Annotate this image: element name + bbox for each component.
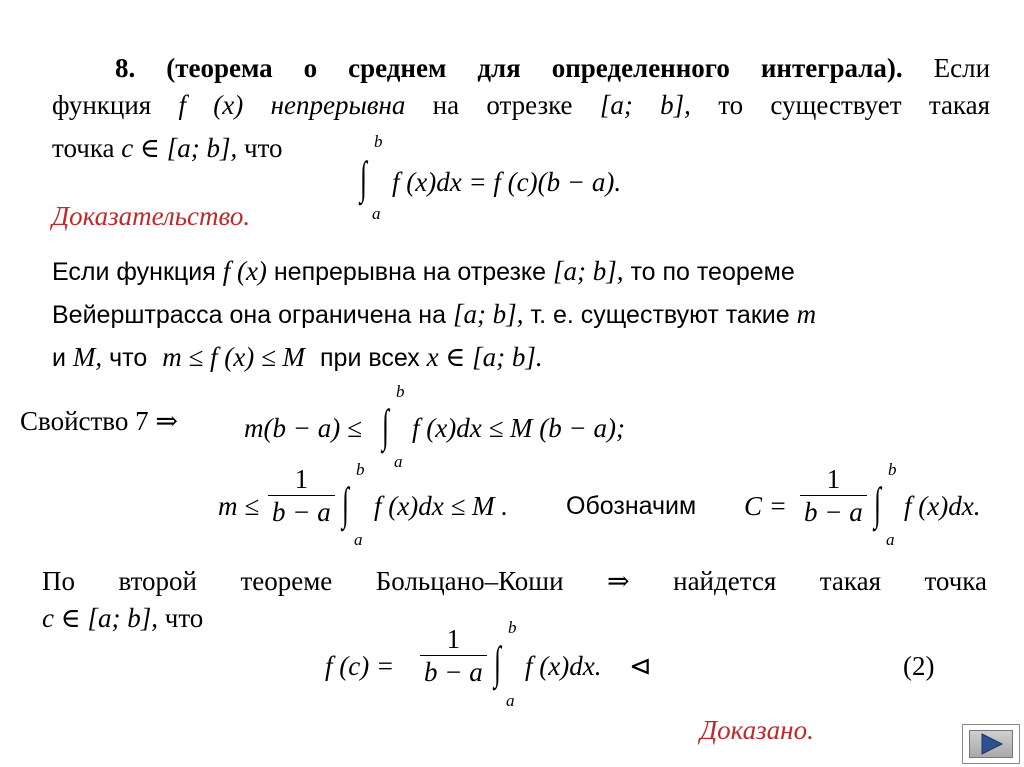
- text-that: что: [244, 133, 283, 163]
- integral-upper-limit: b: [508, 618, 517, 637]
- fraction: [800, 463, 867, 528]
- integral-lower-limit: a: [506, 691, 515, 710]
- final-right: f (x)dx.: [525, 651, 602, 681]
- theorem-formula: [360, 132, 700, 228]
- proof-line-2: [52, 298, 816, 330]
- play-next-icon: [970, 731, 1012, 757]
- math-x-in-segment: x ∈ [a; b].: [426, 342, 543, 372]
- fraction-numerator: 1: [826, 464, 841, 494]
- denote-right: f (x)dx.: [904, 491, 981, 521]
- text-if-function: Если функция: [52, 258, 216, 286]
- next-slide-button-face: [969, 730, 1013, 758]
- final-formula: [325, 618, 685, 713]
- text-exists: то существует такая: [718, 90, 991, 120]
- fraction: [420, 623, 487, 688]
- math-M: M,: [72, 342, 103, 372]
- proved-label: Доказано.: [700, 715, 814, 745]
- proof-label: Доказательство.: [52, 201, 251, 231]
- fraction-numerator: 1: [294, 464, 309, 494]
- text-by-theorem: то по теореме: [630, 258, 795, 286]
- theorem-number: 8.: [115, 53, 136, 83]
- text-point: точка: [52, 133, 115, 163]
- integral-sign: ∫: [360, 152, 367, 203]
- denote-C-eq: C =: [744, 491, 787, 521]
- theorem-line-3: [52, 132, 283, 164]
- mean-right: f (x)dx ≤ M .: [374, 491, 509, 521]
- proof-line-3: [52, 341, 543, 373]
- text-weierstrass: Вейерштрасса она ограничена на: [52, 301, 446, 329]
- math-c-in-segment: c ∈ [a; b],: [42, 603, 158, 633]
- theorem-title: (теорема о среднем для определенного интеграла).: [166, 53, 903, 83]
- integral-lower-limit: a: [354, 530, 363, 549]
- denote-C: [566, 460, 1006, 550]
- text-that: что: [109, 344, 148, 372]
- fraction-denominator: b − a: [800, 495, 867, 528]
- integral-sign: ∫: [494, 637, 501, 688]
- integral-upper-limit: b: [888, 460, 897, 479]
- property-right: f (x)dx ≤ M (b − a);: [412, 413, 625, 443]
- property-formula: [244, 382, 684, 472]
- text-function: функция: [52, 90, 152, 120]
- property-label: Свойство 7 ⇒: [20, 406, 178, 436]
- text-and: и: [52, 344, 66, 372]
- theorem-line-1: [115, 52, 990, 84]
- fraction-numerator: 1: [446, 624, 461, 654]
- fraction-denominator: b − a: [420, 655, 487, 688]
- text-for-all: при всех: [320, 344, 420, 372]
- math-m: m: [796, 299, 817, 329]
- math-bounds-inequality: m ≤ f (x) ≤ M: [162, 342, 306, 372]
- text-on-segment: на отрезке: [432, 90, 573, 120]
- bolzano-line-2: [42, 602, 203, 634]
- theorem-if: Если: [933, 53, 991, 83]
- proof-line-1: [52, 255, 795, 287]
- text-continuous: непрерывна: [270, 90, 406, 120]
- math-segment: [a; b],: [599, 90, 691, 120]
- text-that: что: [164, 603, 204, 633]
- integral-lower-limit: a: [886, 530, 895, 549]
- math-f-of-x: f (x): [222, 256, 267, 286]
- property-left: m(b − a) ≤: [244, 413, 362, 443]
- integral-upper-limit: b: [396, 382, 405, 401]
- math-f-of-x: f (x): [178, 90, 244, 120]
- integral-upper-limit: b: [374, 132, 383, 151]
- integral-upper-limit: b: [356, 460, 365, 479]
- next-slide-button[interactable]: [962, 724, 1020, 764]
- math-segment: [a; b],: [553, 256, 624, 286]
- fraction-denominator: b − a: [268, 495, 335, 528]
- bolzano-line-1: По второй теореме Больцано–Коши ⇒ найдется такая точка: [42, 566, 987, 596]
- end-of-proof-mark: ⊲: [629, 651, 652, 681]
- fraction: [268, 463, 335, 528]
- math-c-in-segment: c ∈ [a; b],: [121, 133, 238, 163]
- integral-sign: ∫: [342, 478, 349, 529]
- text-continuous-on-segment: непрерывна на отрезке: [273, 258, 547, 286]
- theorem-line-2: [52, 89, 990, 121]
- mean-m-le: m ≤: [218, 491, 260, 521]
- integral-sign: ∫: [874, 478, 881, 529]
- integral-lower-limit: a: [372, 204, 381, 223]
- formula-main-text: f (x)dx = f (c)(b − a).: [392, 167, 622, 197]
- integral-lower-limit: a: [394, 452, 403, 471]
- math-segment: [a; b],: [452, 299, 524, 329]
- final-left: f (c) =: [325, 651, 395, 681]
- denote-word: Обозначим: [566, 492, 697, 520]
- integral-sign: ∫: [382, 400, 389, 451]
- mean-inequality: [218, 460, 548, 550]
- equation-number: (2): [903, 651, 935, 681]
- text-exist-such: т. е. существуют такие: [530, 301, 790, 329]
